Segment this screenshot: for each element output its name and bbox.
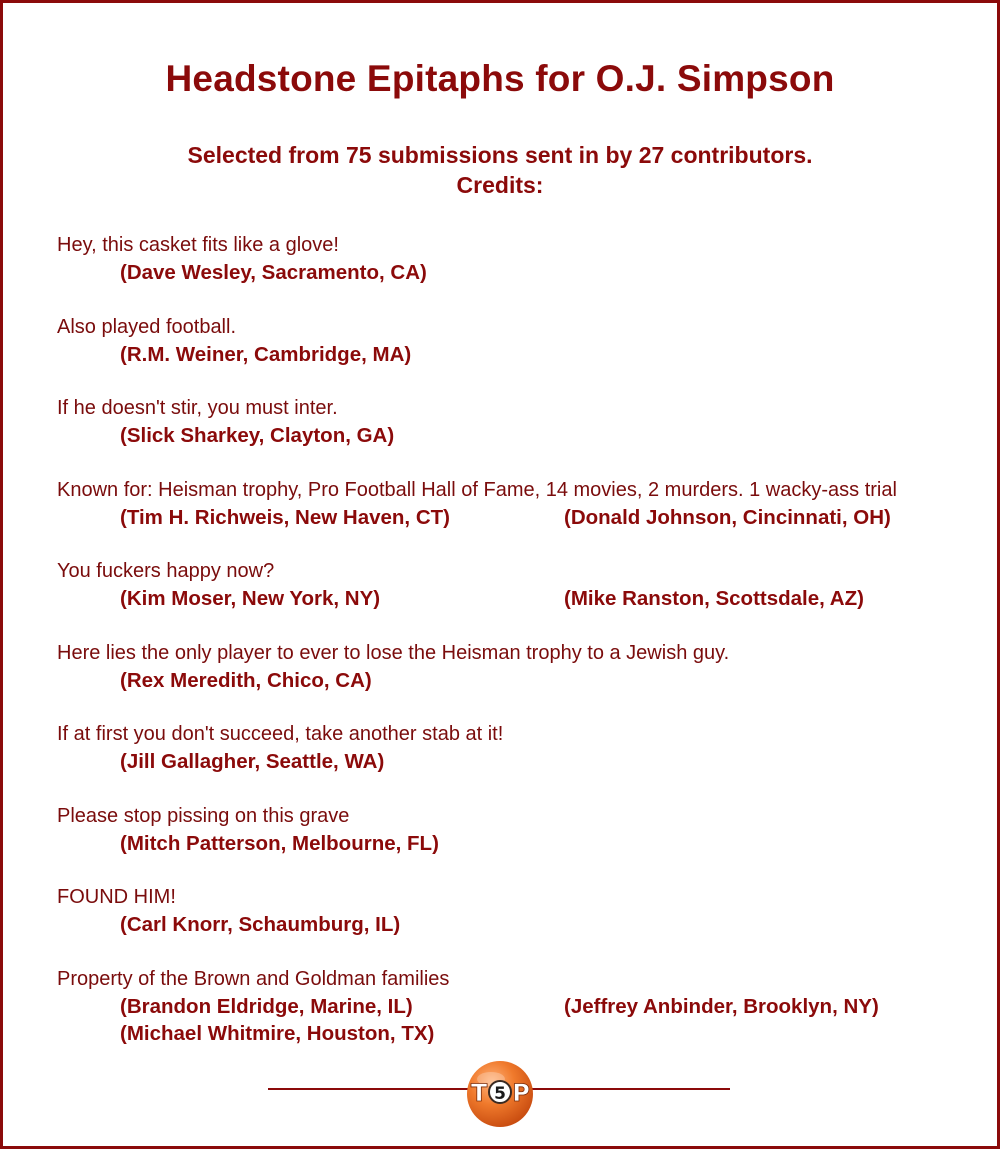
epitaph-entry — [57, 640, 987, 722]
credit-list — [57, 911, 987, 938]
credit: (Kim Moser, New York, NY) — [120, 587, 381, 610]
credit: (Rex Meredith, Chico, CA) — [120, 668, 372, 692]
epitaph-quote: You fuckers happy now? — [57, 560, 275, 582]
epitaph-entry — [57, 558, 987, 640]
footer-divider-left — [268, 1088, 468, 1090]
footer-divider-right — [530, 1088, 730, 1090]
credit: (R.M. Weiner, Cambridge, MA) — [120, 342, 412, 366]
credit: (Michael Whitmire, Houston, TX) — [120, 1021, 435, 1045]
credit-list — [57, 341, 987, 368]
top5-logo-icon — [464, 1059, 536, 1129]
logo-number: 5 — [494, 1084, 506, 1104]
credit: (Dave Wesley, Sacramento, CA) — [120, 261, 427, 284]
epitaph-quote: If he doesn't stir, you must inter. — [57, 397, 338, 419]
credit: (Jill Gallagher, Seattle, WA) — [120, 750, 385, 773]
epitaph-quote: Also played football. — [57, 315, 237, 338]
epitaph-quote: Property of the Brown and Goldman families — [57, 967, 450, 990]
epitaph-quote: Known for: Heisman trophy, Pro Football Hall of Fame, 14 movies, 2 murders. 1 wacky-ass trial — [57, 478, 897, 501]
epitaph-entry — [57, 803, 987, 885]
subtitle-submissions: Selected from 75 submissions sent in by 27 contributors. — [187, 142, 813, 168]
credit-list — [57, 504, 987, 531]
epitaph-quote: Here lies the only player to ever to lose the Heisman trophy to a Jewish guy. — [57, 641, 730, 664]
credit-list — [57, 993, 987, 1047]
logo-letter-left: T — [470, 1079, 488, 1107]
epitaph-entry — [57, 721, 987, 803]
credit-list — [57, 585, 987, 612]
epitaph-quote: Hey, this casket fits like a glove! — [57, 234, 339, 256]
credit: (Mitch Patterson, Melbourne, FL) — [120, 831, 439, 855]
credit: (Slick Sharkey, Clayton, GA) — [120, 424, 395, 447]
epitaph-entry — [57, 232, 987, 314]
epitaph-quote: FOUND HIM! — [57, 886, 176, 908]
credit-list — [57, 748, 987, 775]
credit-list — [57, 667, 987, 694]
epitaph-list — [57, 232, 987, 1076]
epitaph-quote: Please stop pissing on this grave — [57, 804, 350, 827]
credit: (Carl Knorr, Schaumburg, IL) — [120, 913, 401, 936]
credit: (Tim H. Richweis, New Haven, CT) — [120, 505, 450, 529]
credit-list — [57, 830, 987, 857]
credit: (Jeffrey Anbinder, Brooklyn, NY) — [564, 994, 879, 1018]
page-title: Headstone Epitaphs for O.J. Simpson — [165, 58, 835, 99]
logo-letter-right: P — [512, 1079, 530, 1107]
epitaph-quote: If at first you don't succeed, take another stab at it! — [57, 723, 504, 745]
epitaph-entry — [57, 884, 987, 966]
credit: (Mike Ranston, Scottsdale, AZ) — [564, 587, 864, 610]
epitaph-entry — [57, 477, 987, 559]
credit-list — [57, 259, 987, 286]
epitaph-entry — [57, 314, 987, 396]
subtitle — [0, 140, 1000, 200]
subtitle-credits-label: Credits: — [456, 172, 544, 198]
credit: (Brandon Eldridge, Marine, IL) — [120, 994, 413, 1018]
credit-list — [57, 422, 987, 449]
credit: (Donald Johnson, Cincinnati, OH) — [564, 505, 891, 529]
epitaph-entry — [57, 395, 987, 477]
